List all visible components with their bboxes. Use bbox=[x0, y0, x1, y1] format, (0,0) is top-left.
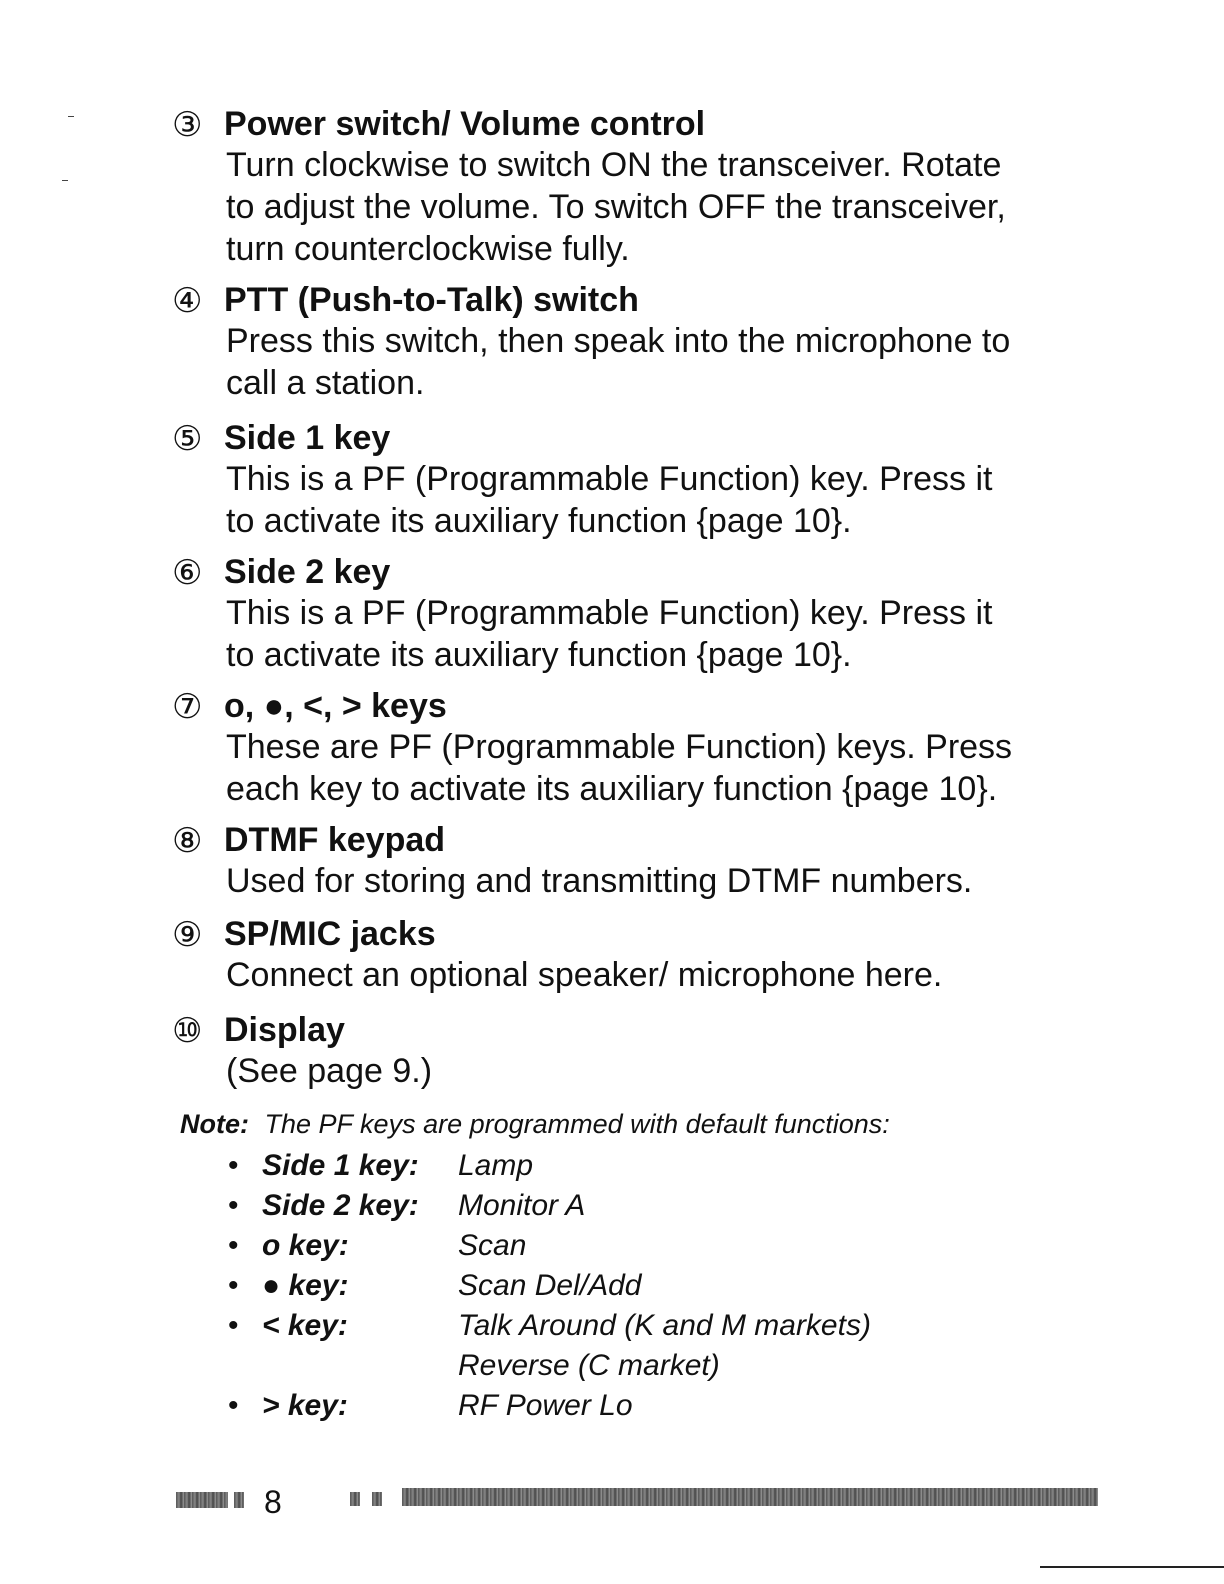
footer-decoration-small bbox=[234, 1492, 244, 1508]
bullet-icon: • bbox=[228, 1309, 239, 1342]
key-function: Talk Around (K and M markets) Reverse (C market) bbox=[458, 1309, 871, 1382]
item-number: ⑨ bbox=[172, 915, 203, 955]
note-label: Note: bbox=[180, 1109, 249, 1139]
item-number: ⑦ bbox=[172, 687, 203, 727]
item-description: This is a PF (Programmable Function) key. Press it to activate its auxiliary function {page 10}. bbox=[226, 594, 993, 674]
footer-decoration-bar bbox=[402, 1488, 1098, 1506]
item-heading: DTMF keypad bbox=[224, 821, 446, 859]
item-number: ④ bbox=[172, 281, 203, 321]
item-heading: SP/MIC jacks bbox=[224, 915, 436, 953]
key-name: < key: bbox=[262, 1309, 348, 1342]
item-heading: Display bbox=[224, 1011, 345, 1049]
key-name: o key: bbox=[262, 1229, 349, 1262]
item-heading: PTT (Push-to-Talk) switch bbox=[224, 281, 639, 319]
bullet-icon: • bbox=[228, 1149, 239, 1182]
key-function: Monitor A bbox=[458, 1189, 586, 1222]
item-heading: o, ●, <, > keys bbox=[224, 687, 447, 725]
list-item bbox=[228, 1386, 988, 1426]
item-description: These are PF (Programmable Function) keys. Press each key to activate its auxiliary function {page 10}. bbox=[226, 728, 1013, 808]
list-item bbox=[228, 1266, 988, 1306]
item-description: (See page 9.) bbox=[226, 1052, 433, 1090]
list-item bbox=[228, 1146, 988, 1186]
scan-speck bbox=[68, 116, 74, 117]
bullet-icon: • bbox=[228, 1269, 239, 1302]
key-function: RF Power Lo bbox=[458, 1389, 633, 1422]
note bbox=[180, 1108, 890, 1140]
key-name: Side 2 key: bbox=[262, 1189, 419, 1222]
footer-decoration-left bbox=[176, 1492, 228, 1508]
list-item bbox=[228, 1306, 988, 1386]
key-name: Side 1 key: bbox=[262, 1149, 419, 1182]
item-number: ⑥ bbox=[172, 553, 203, 593]
item-heading: Side 2 key bbox=[224, 553, 391, 591]
item-description: This is a PF (Programmable Function) key. Press it to activate its auxiliary function {page 10}. bbox=[226, 460, 993, 540]
scan-speck bbox=[62, 180, 68, 181]
item-number: ③ bbox=[172, 105, 203, 145]
item-description: Connect an optional speaker/ microphone here. bbox=[226, 956, 943, 994]
bullet-icon: • bbox=[228, 1229, 239, 1262]
item-heading: Side 1 key bbox=[224, 419, 391, 457]
bullet-icon: • bbox=[228, 1189, 239, 1222]
item-description: Turn clockwise to switch ON the transceiver. Rotate to adjust the volume. To switch OFF the transceiver, turn counterclockwise fully. bbox=[226, 146, 1006, 268]
key-function: Scan bbox=[458, 1229, 527, 1262]
list-item bbox=[228, 1226, 988, 1266]
item-number: ⑩ bbox=[172, 1011, 203, 1051]
key-function: Scan Del/Add bbox=[458, 1269, 642, 1302]
list-item bbox=[228, 1186, 988, 1226]
footer-decoration-mark bbox=[372, 1492, 382, 1506]
item-description: Used for storing and transmitting DTMF numbers. bbox=[226, 862, 973, 900]
key-name: > key: bbox=[262, 1389, 348, 1422]
default-functions-list bbox=[228, 1146, 988, 1426]
bottom-rule bbox=[1040, 1566, 1224, 1568]
bullet-icon: • bbox=[228, 1389, 239, 1422]
item-heading: Power switch/ Volume control bbox=[224, 105, 706, 143]
item-description: Press this switch, then speak into the microphone to call a station. bbox=[226, 322, 1011, 402]
footer-decoration-mark bbox=[350, 1492, 360, 1506]
page-number: 8 bbox=[264, 1484, 282, 1520]
note-text: The PF keys are programmed with default functions: bbox=[264, 1109, 890, 1139]
item-number: ⑧ bbox=[172, 821, 203, 861]
key-name: ● key: bbox=[262, 1269, 349, 1302]
key-function: Lamp bbox=[458, 1149, 534, 1182]
item-number: ⑤ bbox=[172, 419, 203, 459]
